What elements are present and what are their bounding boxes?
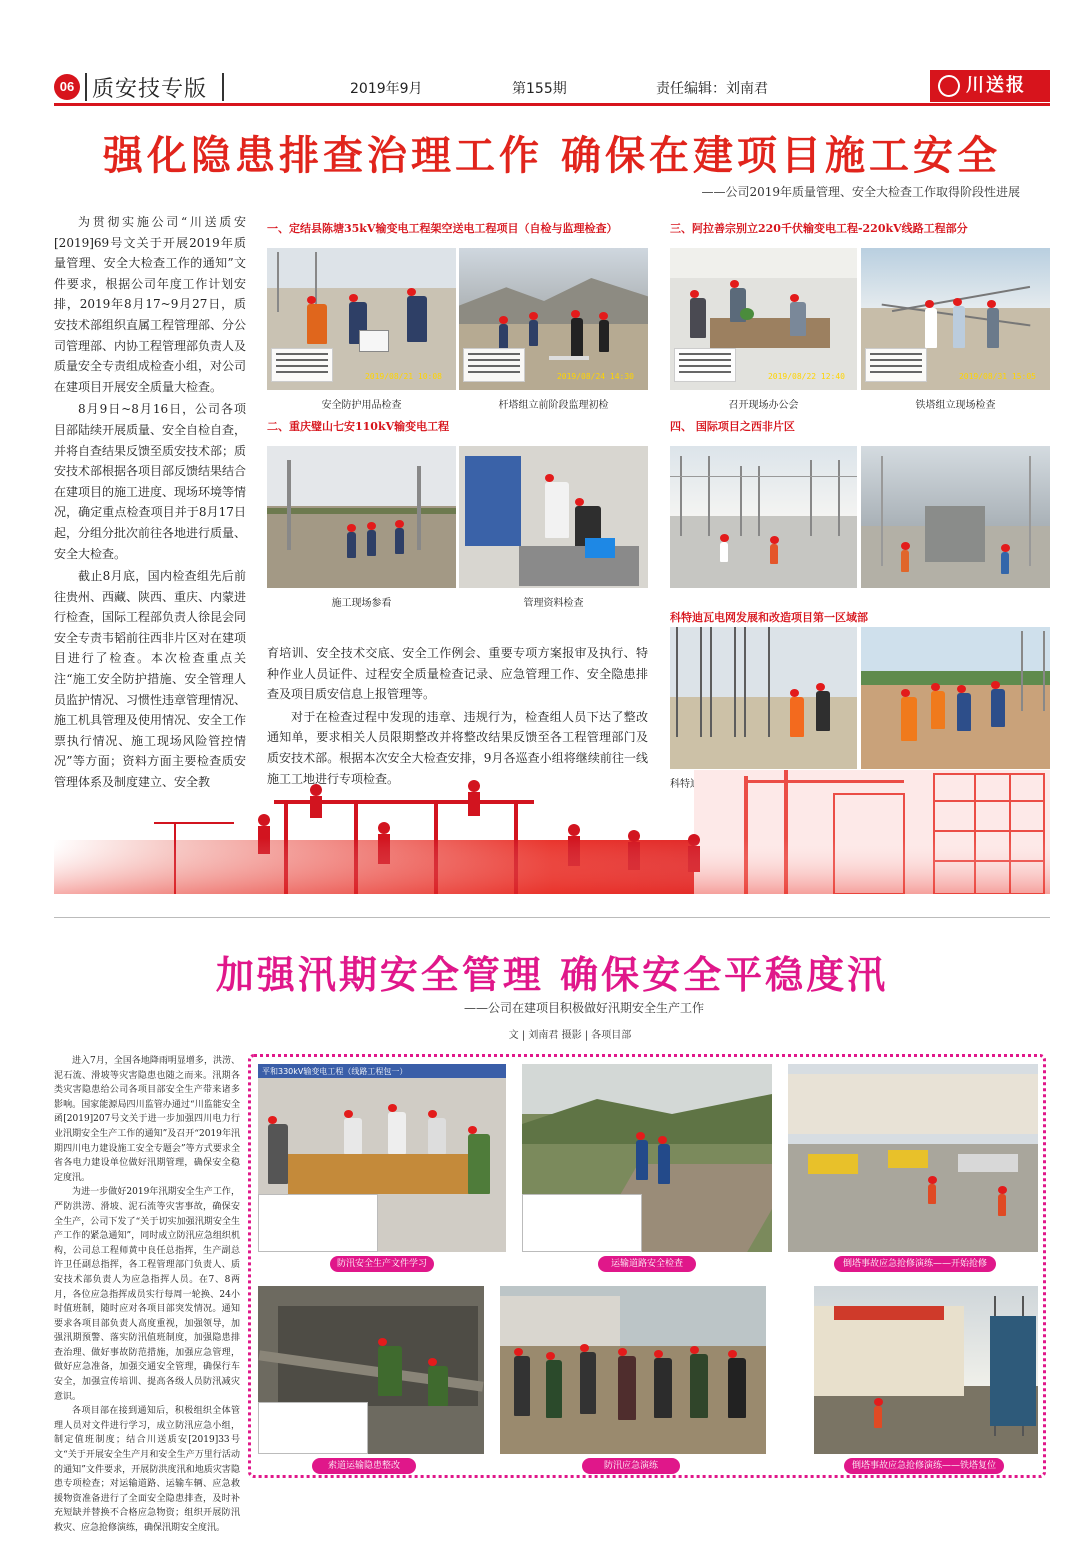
photo-tower-collapse-drill-reset [814, 1286, 1038, 1454]
article1-headline: 强化隐患排查治理工作 确保在建项目施工安全 [103, 133, 1001, 179]
divider-bar [222, 73, 224, 101]
photo-cableway-hazard-fix [258, 1286, 484, 1454]
caption-pill: 倒塔事故应急抢修演练——开始抢修 [834, 1256, 996, 1272]
header-rule [54, 103, 1050, 106]
photo-transformer-west-africa [861, 446, 1050, 588]
paragraph: 8月9日~8月16日，公司各项目部陆续开展质量、安全自检自查，并将自查结果反馈至质安技术部；质安技术部根据各项目部反馈结果结合在建项目的施工进度、现场环境等情况，确定重点检查项目并于8月17日起，分组分批次前往各地进行质量、安全大检查。 [54, 402, 247, 561]
photo-road-inspection [522, 1064, 772, 1252]
photo-site-meeting [670, 248, 857, 390]
paragraph: 为进一步做好2019年汛期安全生产工作，严防洪涝、滑坡、泥石流等灾害事故，确保安全生产，公司下发了“关于切实加强汛期安全生产工作的紧急通知”，同时成立防汛应急组织机构，公司总工程师黄中良任总指挥，生产副总许卫任副总指挥，各工程管理部门负责人、质安技术部负责人为应急指挥人员。在7、8两月，各位应急指挥成员实行每周一轮换、24小时值班制，随时应对各项目部突发情况。通知要求各项目部负责人高度重视，加强领导，加强汛期预警、落实防汛值班制度，加强隐患排查治理、做好事故防范措施，加强应急管理，做好应急准备，加强交通安全管理，确保行车安全，加强宣传培训、提高各级人员防汛减灾意识。 [54, 1187, 240, 1402]
article2-body [54, 1054, 240, 1536]
photo-site-visit [267, 446, 456, 588]
caption-pill: 运输道路安全检查 [598, 1256, 696, 1272]
page-number: 06 [54, 74, 80, 100]
construction-silhouette-banner [54, 770, 1050, 894]
paragraph: 育培训、安全技术交底、安全工作例会、重要专项方案报审及执行、特种作业人员证件、过程安全质量检查记录、应急管理工作、安全隐患排查及项目质安信息上报管理等。 [267, 646, 648, 702]
divider-bar [85, 73, 87, 101]
section-title: 二、重庆璧山七安110kV输变电工程 [267, 420, 450, 433]
paragraph: 进入7月，全国各地降雨明显增多，洪涝、泥石流、滑坡等灾害隐患也随之而来。汛期各类灾害隐患给公司各项目部安全生产带来诸多影响。国家能源局四川监管办通过“川监能安全函[2019]207号文关于进一步加强四川电力行业汛期安全生产工作的通知”及召开“2019年汛期四川电力建设施工安全专题会”等方式要求全省各电力建设单位做好汛期管理，确保安全稳定度汛。 [54, 1056, 240, 1183]
paragraph: 为贯彻实施公司“川送质安[2019]69号文关于开展2019年质量管理、安全大检查工作的通知”文件要求，根据公司年度工作计划安排，2019年8月17~9月27日，质安技术部组织直属工程管理部、分公司管理部、内协工程管理部负责人及质量安全专责组成检查小组，对公司在建项目开展安全质量大检查。 [54, 215, 247, 394]
issue-date: 2019年9月 [350, 81, 423, 97]
photo-caption: 管理资料检查 [523, 598, 584, 609]
photo-safety-gear-check [267, 248, 456, 390]
photo-substation-west-africa [670, 446, 857, 588]
article2-byline: 文 | 刘南君 摄影 | 各项目部 [508, 1030, 632, 1041]
photo-timestamp: 2019/08/24 14:30 [556, 372, 634, 381]
article2-subheadline: ——公司在建项目积极做好汛期安全生产工作 [463, 1001, 704, 1015]
photo-stamp [271, 348, 442, 382]
section-title: 四、 国际项目之西非片区 [670, 420, 795, 433]
photo-stamp [865, 348, 1036, 382]
section-title: 质安技专版 [92, 77, 208, 102]
article1-body-middle [267, 643, 648, 791]
photo-stamp [463, 348, 634, 382]
article1-subheadline: ——公司2019年质量管理、安全大检查工作取得阶段性进展 [701, 185, 1020, 199]
section-title: 三、阿拉善宗别立220千伏输变电工程-220kV线路工程部分 [670, 222, 968, 235]
photo-document-study [258, 1064, 506, 1252]
photo-timestamp: 2019/08/31 15:05 [958, 372, 1036, 381]
paragraph: 对于在检查过程中发现的违章、违规行为，检查组人员下达了整改通知单，要求相关人员限期整改并将整改结果反馈至各工程管理部门及质安技术部。根据本次安全大检查安排，9月各巡查小组将继续前往一线 [267, 709, 648, 765]
issue-number: 第155期 [512, 81, 567, 97]
page-header [54, 70, 1050, 104]
logo-icon [934, 71, 964, 101]
photo-caption: 安全防护用品检查 [321, 400, 402, 411]
section-divider [54, 917, 1050, 918]
newspaper-logo [930, 70, 1050, 102]
photo-tower-erection-check [861, 248, 1050, 390]
photo-caption: 铁塔组立现场检查 [915, 400, 996, 411]
logo-text: 川送报 [966, 75, 1026, 96]
photo-new-substation-construction [670, 627, 857, 769]
article1-body-left [54, 212, 246, 795]
photo-stamp [674, 348, 845, 382]
photo-flood-drill [500, 1286, 766, 1454]
photo-tower-pre-inspection [459, 248, 648, 390]
photo-caption: 杆塔组立前阶段监理初检 [498, 400, 609, 411]
caption-pill: 倒塔事故应急抢修演练——铁塔复位 [844, 1458, 1004, 1474]
caption-pill: 防汛应急演练 [582, 1458, 680, 1474]
photo-document-check [459, 446, 648, 588]
paragraph: 各项目部在接到通知后，积极组织全体管理人员对文件进行学习，成立防汛应急小组，制定值班制度；结合川送质安[2019]33号文“关于开展安全生产月和安全生产万里行活动的通知”文件要求，开展防洪度汛和地质灾害隐患专项检查；对运输道路、运输车辆、应急救援物资准备进行了全面安全隐患排查，及时补充短缺并替换不合格应急物资；组织开展防汛救灾、应急抢修演练，确保汛期安全度汛。 [54, 1406, 240, 1533]
photo-caption: 施工现场参看 [331, 598, 392, 609]
photo-timestamp: 2019/08/22 12:40 [767, 372, 845, 381]
section-title: 一、定结县陈塘35kV输变电工程架空送电工程项目（自检与监理检查） [267, 222, 618, 235]
section-title: 科特迪瓦电网发展和改造项目第一区域部 [670, 611, 868, 624]
photo-caption: 召开现场办公会 [728, 400, 799, 411]
article2-headline: 加强汛期安全管理 确保安全平稳度汛 [215, 953, 889, 997]
photo-banner-text: 平和330kV输变电工程（线路工程包一） [262, 1067, 408, 1076]
caption-pill: 索道运输隐患整改 [312, 1458, 416, 1474]
silhouette-graphic [54, 770, 1050, 894]
editor-credit: 责任编辑：刘南君 [656, 81, 768, 97]
photo-tower-collapse-drill-start [788, 1064, 1038, 1252]
caption-pill: 防汛安全生产文件学习 [330, 1256, 434, 1272]
paragraph: 截止8月底，国内检查组先后前往贵州、西藏、陕西、重庆、内蒙进行检查，国际工程部负责人徐昆会同安全专责韦韬前往西非片区对在建项目进行了检查。本次检查重点关注“施工安全防护措施、安全管理人员监护情况、习惯性违章管理情况、施工机具管理及使用情况、安全工作票执行情况、施工现场风险管控情况”等方面；资料方面主要检查质安 [54, 569, 247, 769]
photo-timestamp: 2019/08/21 10:08 [364, 372, 442, 381]
photo-substation-expansion [861, 627, 1050, 769]
